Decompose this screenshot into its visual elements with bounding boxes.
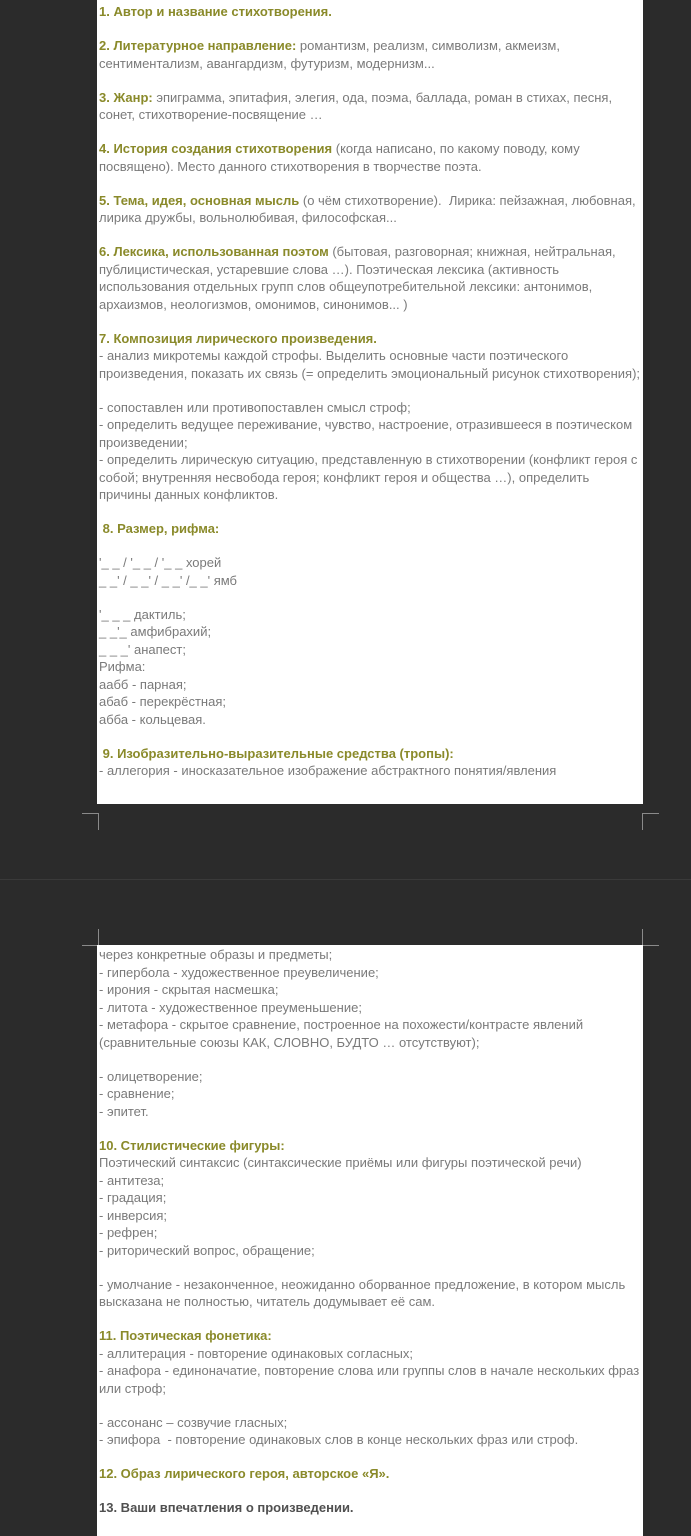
section-7-line: - анализ микротемы каждой строфы. Выделить основные части поэтического произведения, показать их связь (= определить эмоциональный рисунок стихотворения); — [99, 348, 641, 381]
section-10-line: Поэтический синтаксис (синтаксические приёмы или фигуры поэтической речи) — [99, 1155, 582, 1170]
section-9-title — [99, 745, 641, 763]
section-3-text: эпиграмма, эпитафия, элегия, ода, поэма, баллада, роман в стихах, песня, сонет, стихотворение-посвящение … — [99, 89, 616, 122]
section-9-line: - литота - художественное преуменьшение; — [99, 999, 362, 1015]
section-11-line: - анафора - единоначатие, повторение слова или группы слов в начале нескольких фраз или строф; — [99, 1363, 643, 1396]
section-10-line: - риторический вопрос, обращение; — [99, 1242, 315, 1258]
section-11-heading: 11. Поэтическая фонетика: — [99, 1328, 272, 1343]
section-1 — [99, 3, 641, 21]
section-7-line: - сопоставлен или противопоставлен смысл строф; — [99, 399, 411, 415]
section-9-line: - ирония - скрытая насмешка; — [99, 982, 279, 997]
section-6 — [99, 243, 641, 313]
meter-line: '_ _ _ дактиль; — [99, 606, 186, 622]
section-9-line: - метафора - скрытое сравнение, построенное на похожести/контрасте явлений (сравнительные союзы КАК, СЛОВНО, БУДТО … отсутствуют); — [99, 1017, 587, 1050]
section-9-line: - сравнение; — [99, 1086, 175, 1101]
section-10-line: - градация; — [99, 1190, 167, 1205]
section-10-line: - инверсия; — [99, 1207, 168, 1223]
section-9-line: - олицетворение; — [99, 1068, 203, 1084]
section-9-line: - эпитет. — [99, 1103, 149, 1119]
section-10-title — [99, 1137, 641, 1155]
section-9-line: - гипербола - художественное преувеличение; — [99, 964, 379, 980]
section-13-title — [99, 1499, 641, 1517]
section-13-heading: 13. Ваши впечатления о произведении. — [99, 1500, 354, 1515]
page-corner-mark — [642, 813, 659, 830]
section-9-line: через конкретные образы и предметы; — [99, 947, 333, 962]
section-4-title: 4. История создания стихотворения — [99, 141, 333, 156]
meter-line: '_ _ / '_ _ / '_ _ хорей — [99, 555, 222, 570]
section-4 — [99, 140, 641, 175]
section-3 — [99, 89, 641, 124]
section-2 — [99, 37, 641, 72]
section-12-title — [99, 1465, 641, 1483]
section-8-heading: 8. Размер, рифма: — [99, 521, 220, 536]
document-page-2 — [97, 945, 643, 1536]
section-1-title: 1. Автор и название стихотворения. — [99, 4, 332, 19]
section-10-line: - рефрен; — [99, 1225, 158, 1240]
section-9-line: - аллегория - иносказательное изображение абстрактного понятия/явления — [99, 763, 557, 778]
section-6-title: 6. Лексика, использованная поэтом — [99, 244, 329, 259]
section-7-title — [99, 330, 641, 348]
section-2-text: романтизм, реализм, символизм, акмеизм, сентиментализм, авангардизм, футуризм, модернизм... — [99, 38, 564, 71]
section-3-title: 3. Жанр: — [99, 89, 153, 105]
page-corner-mark — [82, 813, 99, 830]
section-4-text: (когда написано, по какому поводу, кому посвящено). Место данного стихотворения в творчестве поэта. — [99, 141, 584, 174]
section-9-heading: 9. Изобразительно-выразительные средства (тропы): — [99, 745, 454, 761]
document-page-1 — [97, 0, 643, 804]
section-7-line: - определить ведущее переживание, чувство, настроение, отразившееся в поэтическом произведении; — [99, 417, 636, 450]
section-7-heading: 7. Композиция лирического произведения. — [99, 330, 377, 346]
section-12-heading: 12. Образ лирического героя, авторское «Я». — [99, 1466, 390, 1481]
rhyme-line: аабб - парная; — [99, 676, 187, 692]
section-5-text: (о чём стихотворение). Лирика: пейзажная, любовная, лирика дружбы, вольнолюбивая, философская... — [99, 192, 640, 225]
section-11-line: - ассонанс – созвучие гласных; — [99, 1414, 288, 1430]
page-corner-mark — [642, 929, 659, 946]
section-5-title: 5. Тема, идея, основная мысль — [99, 192, 300, 208]
section-6-text: (бытовая, разговорная; книжная, нейтральная, публицистическая, устаревшие слова …). Поэтическая лексика (активность использования отдельных групп слов общеупотребительной лексики: антонимов, архаизмов, неологизмов, омонимов, синонимов... ) — [99, 244, 620, 312]
section-11-line: - эпифора - повторение одинаковых слов в конце нескольких фраз или строф. — [99, 1432, 579, 1447]
page-corner-mark — [82, 929, 99, 946]
section-11-title — [99, 1327, 641, 1345]
rhyme-label: Рифма: — [99, 659, 146, 674]
section-5 — [99, 192, 641, 227]
page-separator — [0, 879, 691, 880]
section-11-line: - аллитерация - повторение одинаковых согласных; — [99, 1345, 413, 1361]
rhyme-line: абба - кольцевая. — [99, 711, 206, 727]
section-2-title: 2. Литературное направление: — [99, 38, 297, 53]
section-8-title — [99, 520, 641, 538]
meter-line: _ _ _' анапест; — [99, 641, 186, 657]
meter-line: _ _' / _ _' / _ _' /_ _' ямб — [99, 572, 237, 588]
section-10-line: - умолчание - незаконченное, неожиданно оборванное предложение, в котором мысль высказана не полностью, читатель додумывает её сам. — [99, 1276, 629, 1309]
section-10-line: - антитеза; — [99, 1172, 165, 1188]
rhyme-line: абаб - перекрёстная; — [99, 694, 226, 709]
section-10-heading: 10. Стилистические фигуры: — [99, 1137, 285, 1153]
meter-line: _ _'_ амфибрахий; — [99, 624, 212, 639]
section-7-line: - определить лирическую ситуацию, представленную в стихотворении (конфликт героя с собой; внутренняя несвобода героя; конфликт героя и общества …), определить причины данных конфликтов. — [99, 452, 642, 502]
